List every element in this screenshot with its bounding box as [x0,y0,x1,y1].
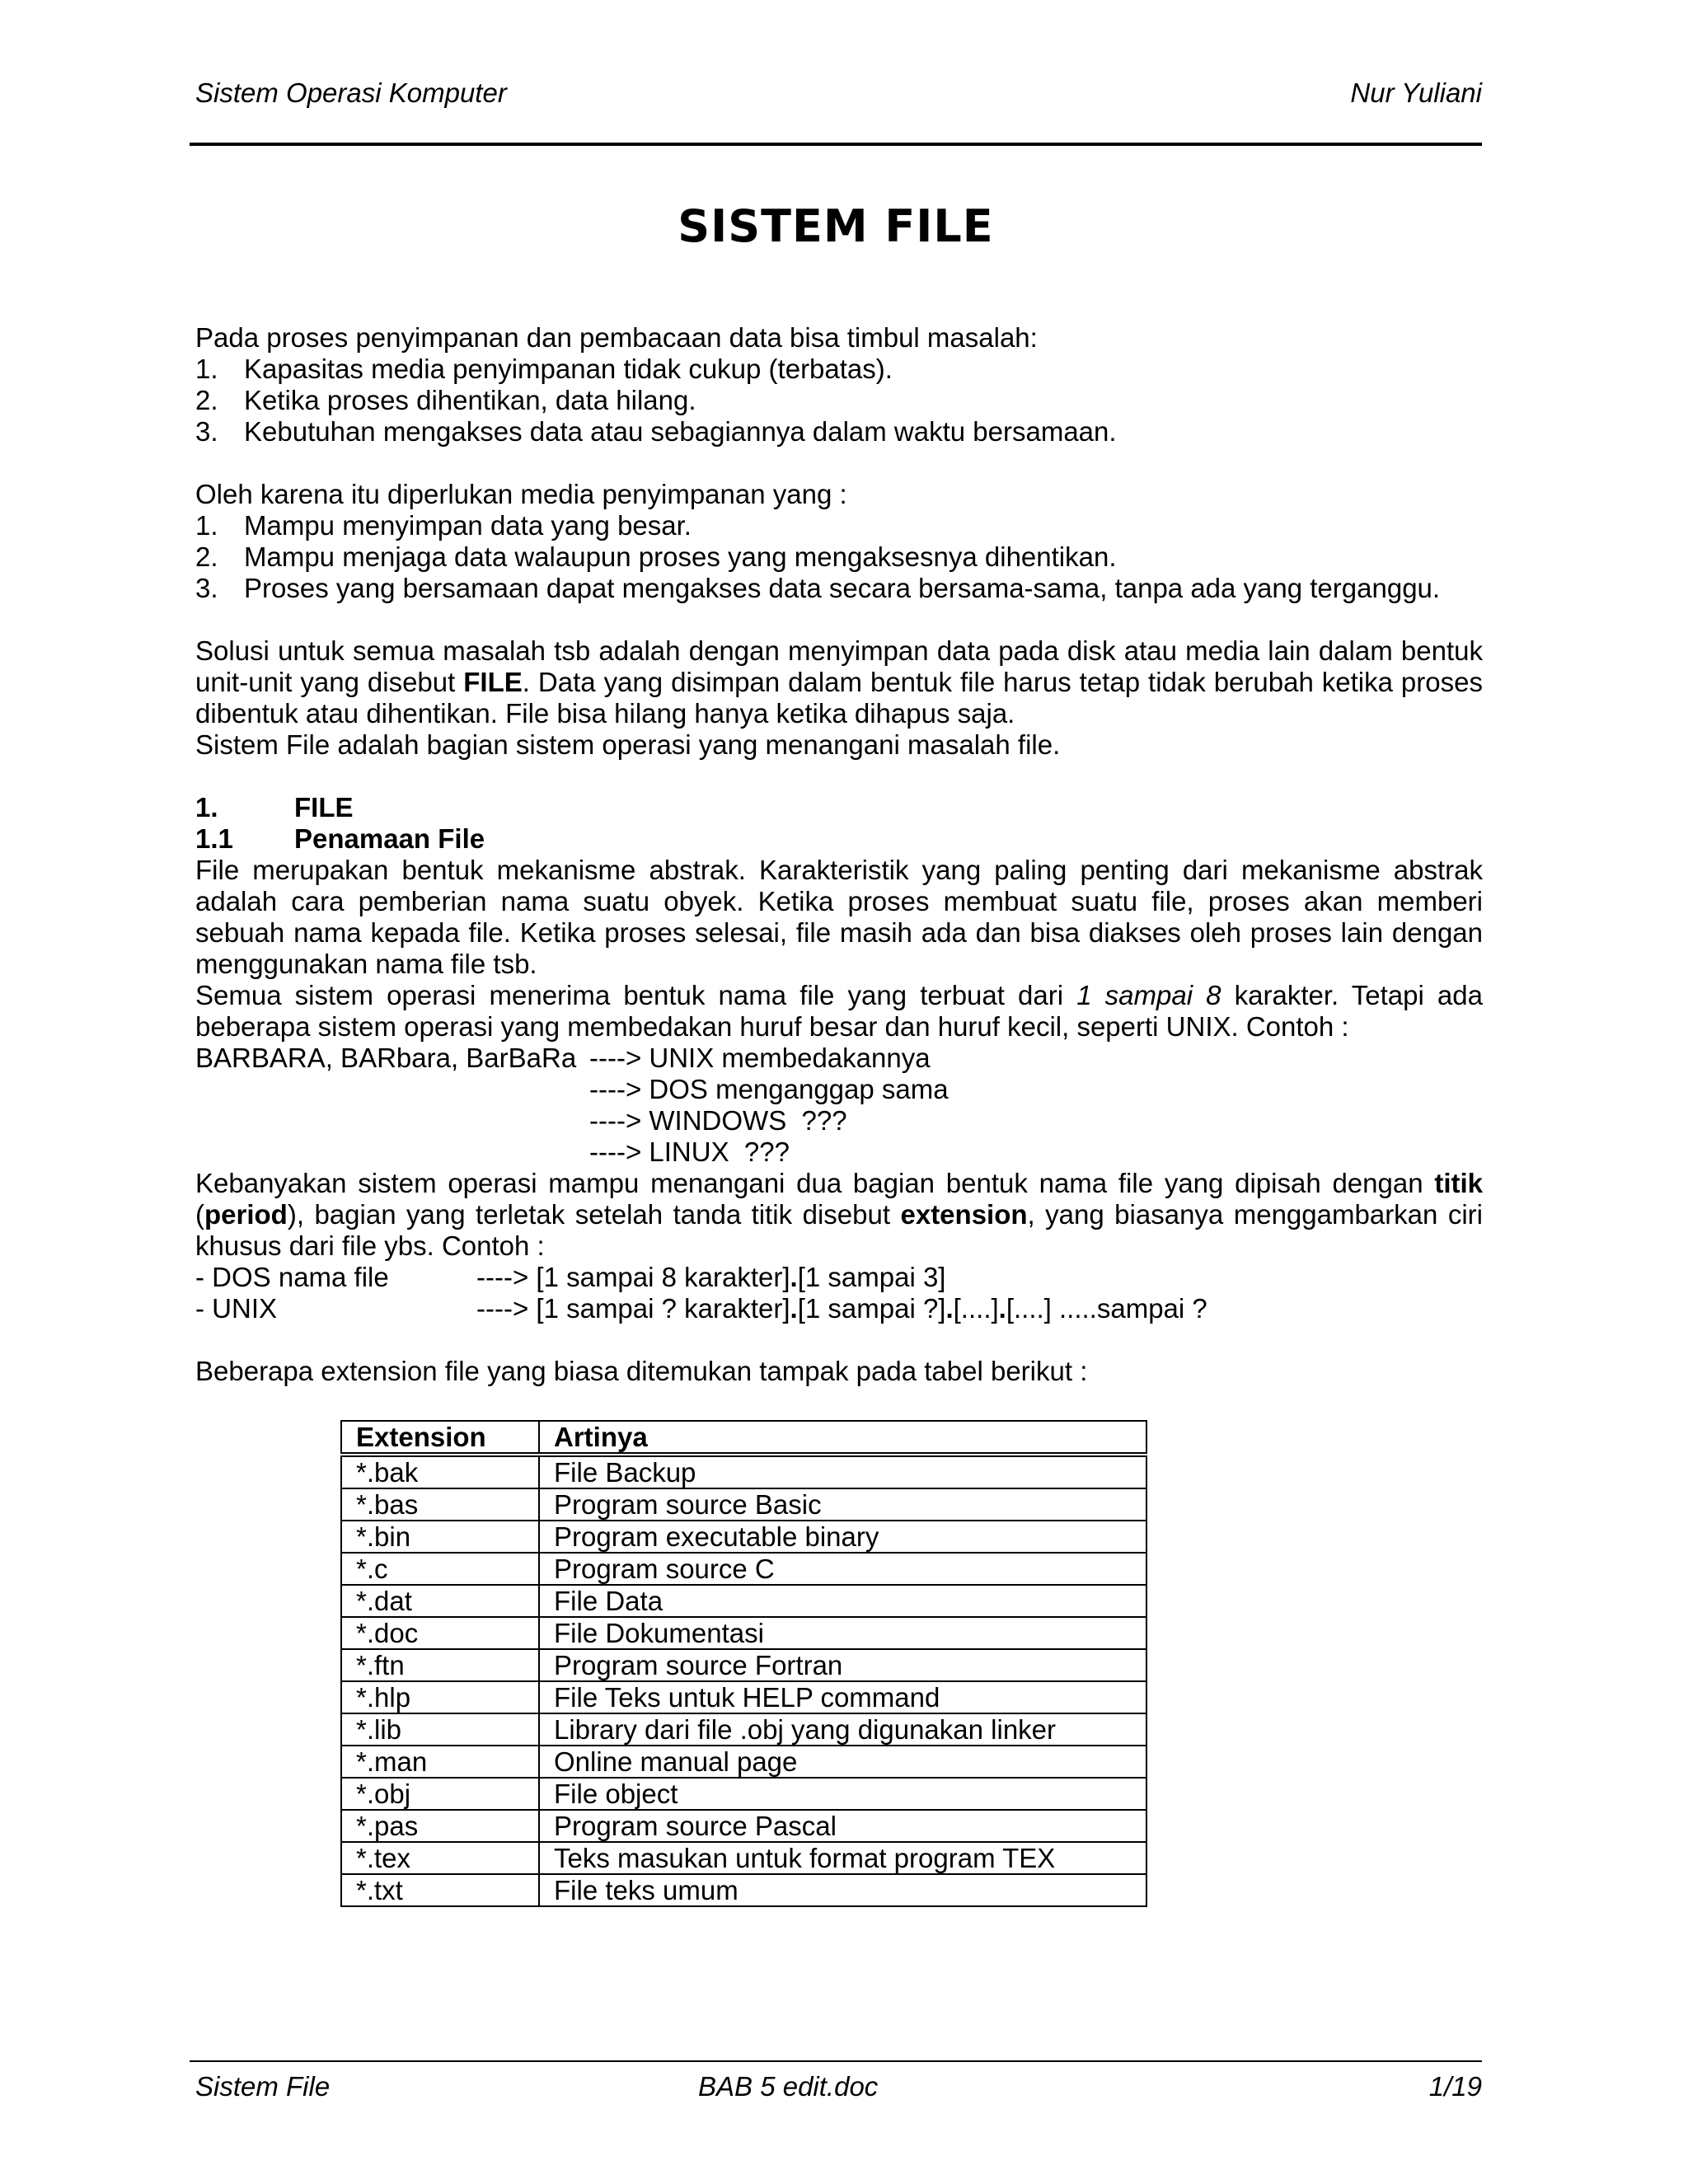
footer-page-number: 1/19 [1428,2071,1482,2102]
extension-example-unix: - UNIX ----> [1 sampai ? karakter] . [1 sampai ?] . [....] . [....] .....sampai ? [195,1293,1207,1324]
sistem-file-definition: Sistem File adalah bagian sistem operasi yang menangani masalah file. [195,729,1061,760]
penamaan-paragraph-3: Kebanyakan sistem operasi mampu menangani dua bagian bentuk nama file yang dipisah dengan titik (period), bagian yang terletak setelah tanda titik disebut extension, yang biasanya menggambarkan ciri khusus dari file ybs. Contoh : [195,1168,1483,1261]
section-heading-1: 1. FILE [195,792,354,823]
table-intro: Beberapa extension file yang biasa ditemukan tampak pada tabel berikut : [195,1356,1088,1386]
table-row: *.ftn Program source Fortran [341,1649,1146,1681]
table-row: *.obj File object [341,1778,1146,1810]
table-row: *.bak File Backup [341,1455,1146,1488]
footer-rule [190,2060,1482,2062]
penamaan-paragraph-1: File merupakan bentuk mekanisme abstrak. Karakteristik yang paling penting dari mekanisme abstrak adalah cara pemberian nama suatu obyek. Ketika proses membuat suatu file, proses akan memberi sebuah nama kepada file. Ketika proses selesai, file masih ada dan bisa diakses oleh proses lain dengan menggunakan nama file tsb. [195,855,1483,979]
table-row: *.hlp File Teks untuk HELP command [341,1681,1146,1713]
section-heading-1-1: 1.1 Penamaan File [195,823,485,854]
page-title: SISTEM FILE [678,200,994,252]
table-row: *.c Program source C [341,1553,1146,1585]
document-body [195,322,1483,1387]
extension-example-dos: - DOS nama file ----> [1 sampai 8 karakter] . [1 sampai 3] [195,1262,946,1292]
intro1-lead: Pada proses penyimpanan dan pembacaan data bisa timbul masalah: [195,322,1038,353]
header-rule [190,143,1482,146]
table-row: *.lib Library dari file .obj yang digunakan linker [341,1713,1146,1746]
extension-table [340,1420,1147,1907]
table-row: *.doc File Dokumentasi [341,1617,1146,1649]
list-item: 2. Mampu menjaga data walaupun proses yang mengaksesnya dihentikan. [195,541,1117,572]
header-author: Nur Yuliani [1350,77,1482,108]
list-item: 1. Mampu menyimpan data yang besar. [195,510,692,541]
list-item: 3. Kebutuhan mengakses data atau sebagiannya dalam waktu bersamaan. [195,416,1117,447]
list-item: 3. Proses yang bersamaan dapat mengakses data secara bersama-sama, tanpa ada yang terganggu. [195,573,1441,603]
table-row: *.dat File Data [341,1585,1146,1617]
table-row: *.pas Program source Pascal [341,1810,1146,1842]
footer-filename: BAB 5 edit.doc [698,2071,879,2102]
example-line: ----> WINDOWS ??? [589,1105,847,1136]
table-row: *.tex Teks masukan untuk format program TEX [341,1842,1146,1874]
solusi-paragraph: Solusi untuk semua masalah tsb adalah dengan menyimpan data pada disk atau media lain dalam bentuk unit-unit yang disebut FILE. Data yang disimpan dalam bentuk file harus tetap tidak berubah ketika proses dibentuk atau dihentikan. File bisa hilang hanya ketika dihapus saja. [195,635,1483,729]
footer-chapter: Sistem File [195,2071,331,2102]
intro2-lead: Oleh karena itu diperlukan media penyimpanan yang : [195,479,847,509]
list-item: 1. Kapasitas media penyimpanan tidak cukup (terbatas). [195,354,893,384]
list-item: 2. Ketika proses dihentikan, data hilang. [195,385,696,415]
table-row: *.txt File teks umum [341,1874,1146,1906]
table-row: *.man Online manual page [341,1746,1146,1778]
header-course-title: Sistem Operasi Komputer [195,77,507,108]
table-header-row [341,1421,1146,1455]
column-header-extension: Extension [341,1421,539,1455]
example-line: ----> LINUX ??? [589,1137,790,1167]
example-line: ----> DOS menganggap sama [589,1074,949,1104]
example-line: BARBARA, BARbara, BarBaRa ----> UNIX membedakannya [195,1043,931,1073]
penamaan-paragraph-2: Semua sistem operasi menerima bentuk nama file yang terbuat dari 1 sampai 8 karakter. Tetapi ada beberapa sistem operasi yang membedakan huruf besar dan huruf kecil, seperti UNIX. Contoh : [195,980,1483,1042]
table-row: *.bas Program source Basic [341,1488,1146,1521]
table-row: *.bin Program executable binary [341,1521,1146,1553]
column-header-artinya: Artinya [539,1421,1146,1455]
